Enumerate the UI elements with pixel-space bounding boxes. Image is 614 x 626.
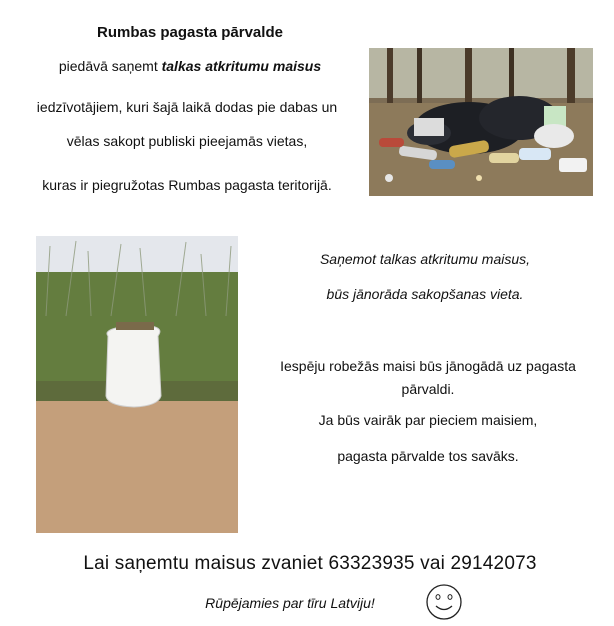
offer-prefix: piedāvā saņemt — [58, 58, 162, 74]
litter-photo — [369, 48, 593, 196]
phone-contact: Lai saņemtu maisus zvaniet 63323935 vai 29142073 — [83, 553, 537, 574]
garbage-bag-illustration — [36, 236, 238, 533]
smiley-face-icon — [425, 583, 463, 621]
slogan: Rūpējamies par tīru Latviju! — [205, 595, 375, 611]
intro-line-2: vēlas sakopt publiski pieejamās vietas, — [66, 133, 308, 149]
litter-photo-illustration — [369, 48, 593, 196]
instruction-italic-2: būs jānorāda sakopšanas vieta. — [326, 286, 524, 302]
garbage-bag-photo — [36, 236, 238, 533]
page-title: Rumbas pagasta pārvalde — [97, 24, 283, 41]
collection-line-2: pagasta pārvalde tos savāks. — [337, 448, 519, 464]
instruction-italic-1: Saņemot talkas atkritumu maisus, — [319, 251, 531, 267]
offer-emphasis: talkas atkritumu maisus — [161, 58, 322, 74]
delivery-instruction: Iespēju robežās maisi būs jānogādā uz pagasta pārvaldi. — [280, 358, 576, 397]
offer-line — [20, 58, 360, 74]
intro-line-3: kuras ir piegružotas Rumbas pagasta teritorijā. — [42, 177, 332, 193]
intro-line-1: iedzīvotājiem, kuri šajā laikā dodas pie dabas un — [36, 99, 338, 115]
collection-line-1: Ja būs vairāk par pieciem maisiem, — [318, 412, 538, 428]
